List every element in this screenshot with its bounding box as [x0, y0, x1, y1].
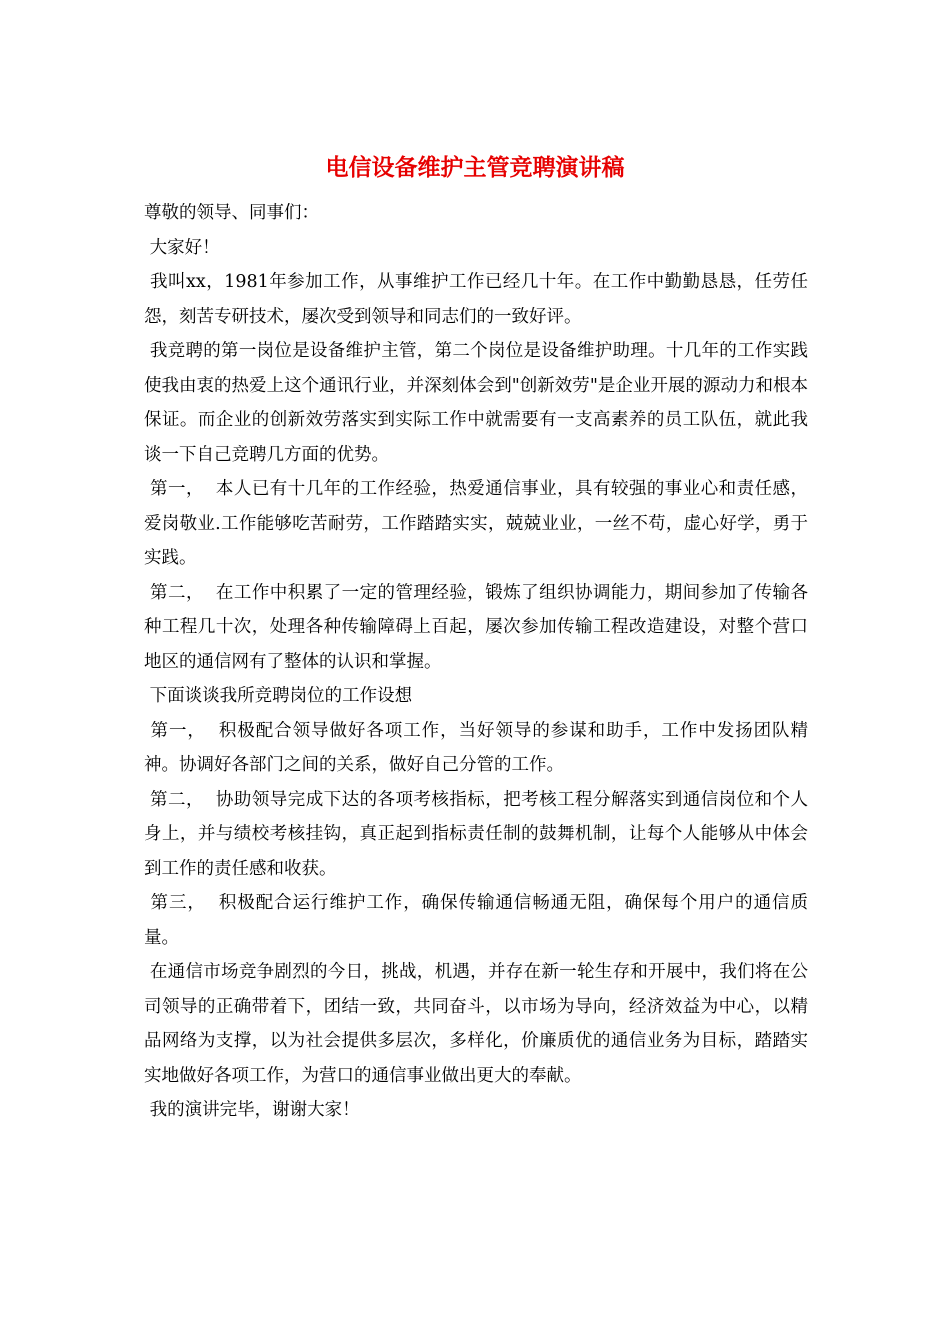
paragraph-plan-2: 第二， 协助领导完成下达的各项考核指标，把考核工程分解落实到通信岗位和个人身上，并与绩校考核挂钩，真正起到指标责任制的鼓舞机制，让每个人能够从中体会到工作的责任感和收获。 — [144, 789, 808, 879]
greeting: 大家好！ — [144, 237, 220, 258]
paragraph-plan-3: 第三， 积极配合运行维护工作，确保传输通信畅通无阻，确保每个用户的通信质量。 — [144, 893, 808, 948]
salutation: 尊敬的领导、同事们： — [144, 203, 319, 223]
paragraph-plan-1: 第一， 积极配合领导做好各项工作，当好领导的参谋和助手，工作中发扬团队精神。协调好各部门之间的关系，做好自己分管的工作。 — [144, 720, 808, 775]
paragraph-introduction: 我叫xx，1981年参加工作，从事维护工作已经几十年。在工作中勤勤恳恳，任劳任怨，刻苦专研技术，屡次受到领导和同志们的一致好评。 — [144, 272, 808, 327]
paragraph-plan-heading: 下面谈谈我所竞聘岗位的工作设想 — [144, 686, 413, 706]
paragraph-advantage-2: 第二， 在工作中积累了一定的管理经验，锻炼了组织协调能力，期间参加了传输各种工程几十次，处理各种传输障碍上百起，屡次参加传输工程改造建设，对整个营口地区的通信网有了整体的认识和掌握。 — [144, 582, 808, 672]
paragraph-positions: 我竞聘的第一岗位是设备维护主管，第二个岗位是设备维护助理。十几年的工作实践使我由衷的热爱上这个通讯行业，并深刻体会到"创新效劳"是企业开展的源动力和根本保证。而企业的创新效劳落实到实际工作中就需要有一支高素养的员工队伍，就此我谈一下自己竞聘几方面的优势。 — [144, 341, 808, 465]
document-title: 电信设备维护主管竞聘演讲稿 — [325, 154, 625, 181]
paragraph-closing: 我的演讲完毕，谢谢大家！ — [144, 1100, 360, 1120]
paragraph-outlook: 在通信市场竞争剧烈的今日，挑战，机遇，并存在新一轮生存和开展中，我们将在公司领导的正确带着下，团结一致，共同奋斗，以市场为导向，经济效益为中心，以精品网络为支撑，以为社会提供多层次，多样化，价廉质优的通信业务为目标，踏踏实实地做好各项工作，为营口的通信事业做出更大的奉献。 — [144, 962, 808, 1086]
paragraph-advantage-1: 第一， 本人已有十几年的工作经验，热爱通信事业，具有较强的事业心和责任感，爱岗敬业.工作能够吃苦耐劳，工作踏踏实实，兢兢业业，一丝不苟，虚心好学，勇于实践。 — [144, 479, 808, 568]
document-body — [144, 196, 808, 1128]
